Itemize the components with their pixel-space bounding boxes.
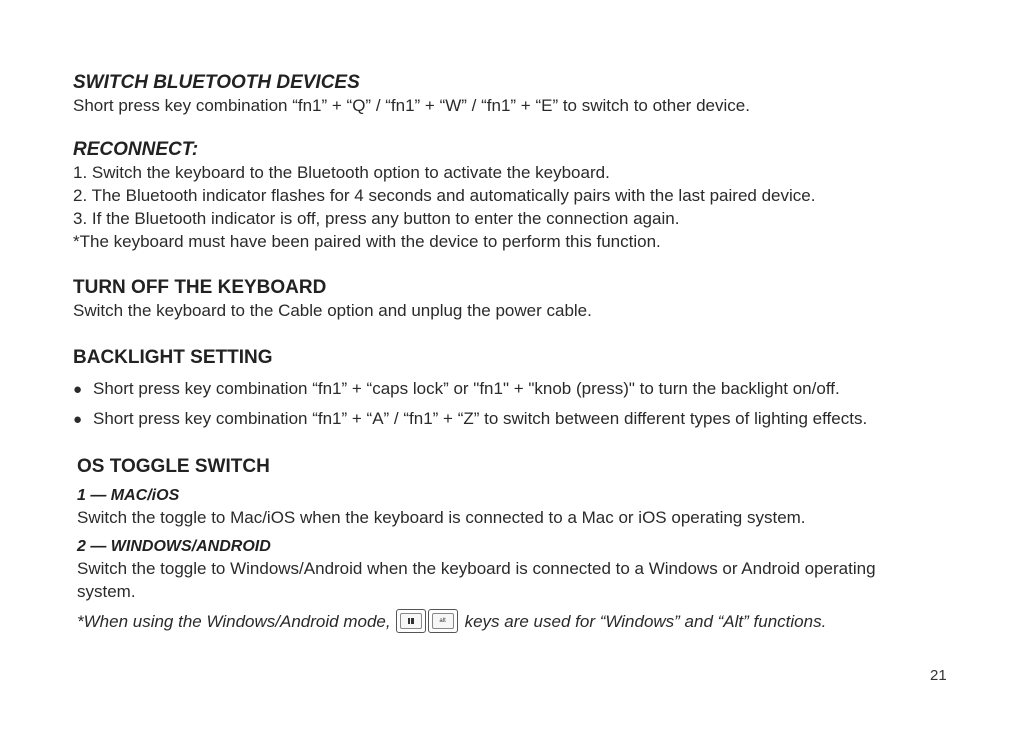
reconnect-step-1: 1. Switch the keyboard to the Bluetooth option to activate the keyboard. (73, 163, 610, 182)
windows-mode-note (77, 609, 977, 633)
os-toggle-section (77, 456, 977, 633)
turn-off-text: Switch the keyboard to the Cable option and unplug the power cable. (73, 301, 592, 320)
turn-off-title: TURN OFF THE KEYBOARD (73, 277, 327, 298)
bullet-icon: ● (73, 381, 83, 398)
reconnect-section (73, 139, 973, 253)
reconnect-step-3: 3. If the Bluetooth indicator is off, press any button to enter the connection again. (73, 209, 680, 228)
switch-bluetooth-title: SWITCH BLUETOOTH DEVICES (73, 72, 360, 93)
reconnect-step-2: 2. The Bluetooth indicator flashes for 4 seconds and automatically pairs with the last paired device. (73, 186, 816, 205)
bullet-icon: ● (73, 411, 83, 428)
os-toggle-title: OS TOGGLE SWITCH (77, 456, 270, 477)
backlight-title: BACKLIGHT SETTING (73, 347, 273, 368)
backlight-section (73, 347, 973, 431)
switch-bluetooth-section (73, 72, 973, 117)
windows-android-text: Switch the toggle to Windows/Android when the keyboard is connected to a Windows or Android operating system. (77, 559, 876, 601)
reconnect-note: *The keyboard must have been paired with the device to perform this function. (73, 232, 661, 251)
page-number: 21 (930, 667, 947, 684)
windows-mode-note-end: keys are used for “Windows” and “Alt” functions. (464, 611, 827, 631)
windows-key-icon (396, 609, 426, 633)
windows-mode-note-start: *When using the Windows/Android mode, (77, 611, 391, 631)
alt-key-icon (428, 609, 458, 633)
reconnect-title: RECONNECT: (73, 139, 199, 160)
backlight-bullet-2-text: Short press key combination “fn1” + “A” / “fn1” + “Z” to switch between different types of lighting effects. (93, 409, 868, 428)
backlight-bullet-1-text: Short press key combination “fn1” + “caps lock” or "fn1" + "knob (press)" to turn the backlight on/off. (93, 379, 840, 398)
mac-ios-subtitle: 1 — MAC/iOS (77, 487, 180, 504)
mac-ios-text: Switch the toggle to Mac/iOS when the keyboard is connected to a Mac or iOS operating system. (77, 508, 806, 527)
windows-android-subtitle: 2 — WINDOWS/ANDROID (77, 538, 271, 555)
switch-bluetooth-text: Short press key combination “fn1” + “Q” / “fn1” + “W” / “fn1” + “E” to switch to other device. (73, 96, 750, 115)
alt-key-label: alt (432, 613, 454, 629)
backlight-bullet-2 (73, 407, 973, 431)
turn-off-section (73, 277, 973, 322)
backlight-bullet-1 (73, 377, 973, 401)
key-icons (395, 609, 459, 633)
